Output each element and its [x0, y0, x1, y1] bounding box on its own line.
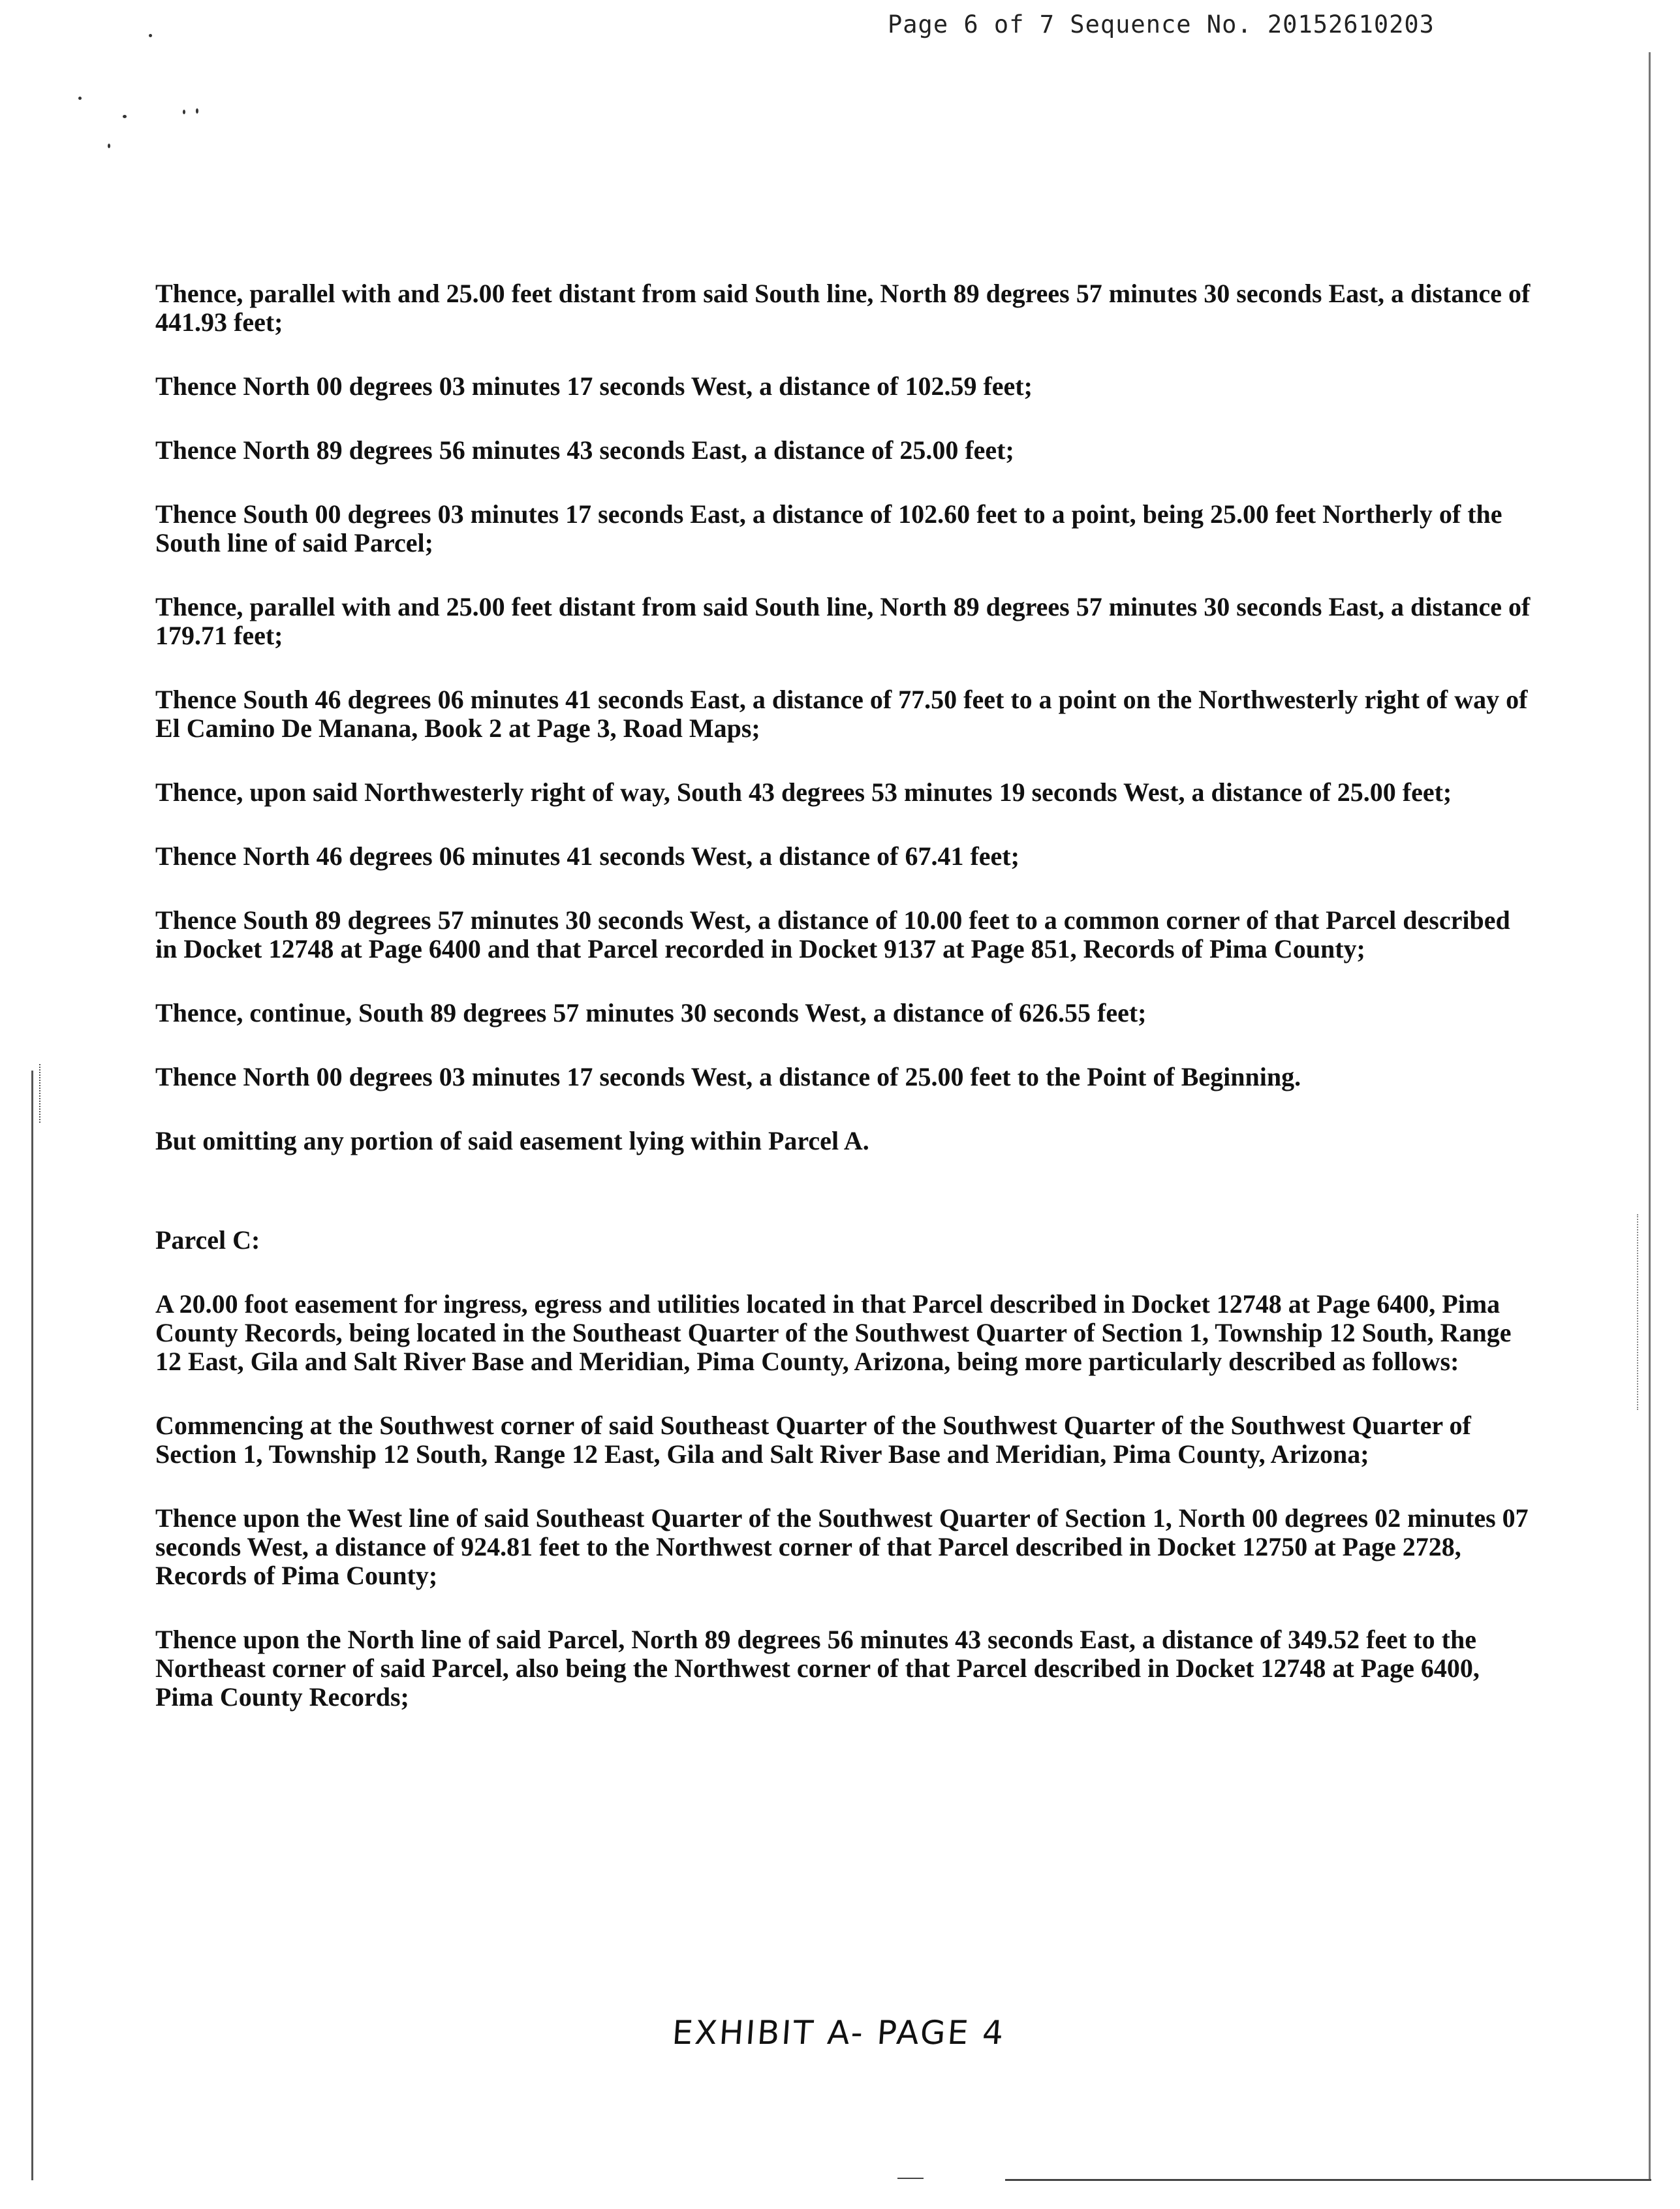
paragraph: Thence upon the North line of said Parcel, North 89 degrees 56 minutes 43 seconds East, a distance of 349.52 feet to the Northeast corner of said Parcel, also being the Northwest corner of that Parcel described in Docket 12748 at Page 6400, Pima County Records; — [155, 1625, 1480, 1712]
paragraph: Thence North 89 degrees 56 minutes 43 seconds East, a distance of 25.00 feet; — [155, 435, 1014, 465]
paragraph: Thence, parallel with and 25.00 feet distant from said South line, North 89 degrees 57 minutes 30 seconds East, a distance of 441.93 feet; — [155, 279, 1531, 337]
scan-speck — [108, 144, 110, 148]
handwritten-exhibit-note: EXHIBIT A- PAGE 4 — [670, 2014, 1007, 2052]
paragraph: Thence, parallel with and 25.00 feet distant from said South line, North 89 degrees 57 minutes 30 seconds East, a distance of 179.71 feet; — [155, 592, 1531, 650]
section-heading-parcel-c: Parcel C: — [155, 1225, 260, 1255]
scan-speck — [123, 115, 127, 118]
paragraph: Thence North 46 degrees 06 minutes 41 seconds West, a distance of 67.41 feet; — [155, 841, 1019, 871]
paragraph: Commencing at the Southwest corner of said Southeast Quarter of the Southwest Quarter of the Southwest Quarter of Section 1, Township 12 South, Range 12 East, Gila and Salt River Base and Meridian, Pima County, Arizona; — [155, 1411, 1471, 1469]
scan-speck — [183, 110, 185, 114]
paragraph: Thence South 89 degrees 57 minutes 30 seconds West, a distance of 10.00 feet to a common corner of that Parcel described in Docket 12748 at Page 6400 and that Parcel recorded in Docket 9137 at Page 851, Records of Pima County; — [155, 905, 1510, 964]
paragraph: A 20.00 foot easement for ingress, egress and utilities located in that Parcel described in Docket 12748 at Page 6400, Pima County Records, being located in the Southeast Quarter of the Southwest Quarter of Section 1, Township 12 South, Range 12 East, Gila and Salt River Base and Meridian, Pima County, Arizona, being more particularly described as follows: — [155, 1289, 1512, 1376]
paragraph: Thence South 46 degrees 06 minutes 41 seconds East, a distance of 77.50 feet to a point on the Northwesterly right of way of El Camino De Manana, Book 2 at Page 3, Road Maps; — [155, 685, 1528, 743]
scan-bottom-tick — [897, 2178, 924, 2179]
page-sequence-header: Page 6 of 7 Sequence No. 20152610203 — [888, 10, 1435, 39]
paragraph: Thence South 00 degrees 03 minutes 17 seconds East, a distance of 102.60 feet to a point, being 25.00 feet Northerly of the South line of said Parcel; — [155, 499, 1502, 557]
scan-edge-dash — [39, 1064, 42, 1123]
scan-bottom-line — [1005, 2179, 1651, 2181]
paragraph: But omitting any portion of said easement lying within Parcel A. — [155, 1126, 869, 1155]
scan-edge-line — [1649, 52, 1651, 2180]
paragraph: Thence, continue, South 89 degrees 57 minutes 30 seconds West, a distance of 626.55 feet; — [155, 998, 1147, 1027]
scan-speck — [78, 97, 82, 100]
document-body — [155, 279, 1532, 1747]
paragraph: Thence, upon said Northwesterly right of way, South 43 degrees 53 minutes 19 seconds West, a distance of 25.00 feet; — [155, 777, 1452, 807]
scan-speck — [149, 34, 152, 37]
paragraph: Thence North 00 degrees 03 minutes 17 seconds West, a distance of 25.00 feet to the Point of Beginning. — [155, 1062, 1301, 1091]
paragraph: Thence upon the West line of said Southeast Quarter of the Southwest Quarter of Section 1, North 00 degrees 02 minutes 07 seconds West, a distance of 924.81 feet to the Northwest corner of that Parcel described in Docket 12750 at Page 2728, Records of Pima County; — [155, 1503, 1529, 1590]
scan-speck — [196, 108, 198, 114]
paragraph: Thence North 00 degrees 03 minutes 17 seconds West, a distance of 102.59 feet; — [155, 371, 1033, 401]
scan-edge-dash — [1637, 1214, 1640, 1410]
scan-edge-line — [31, 1071, 33, 2180]
